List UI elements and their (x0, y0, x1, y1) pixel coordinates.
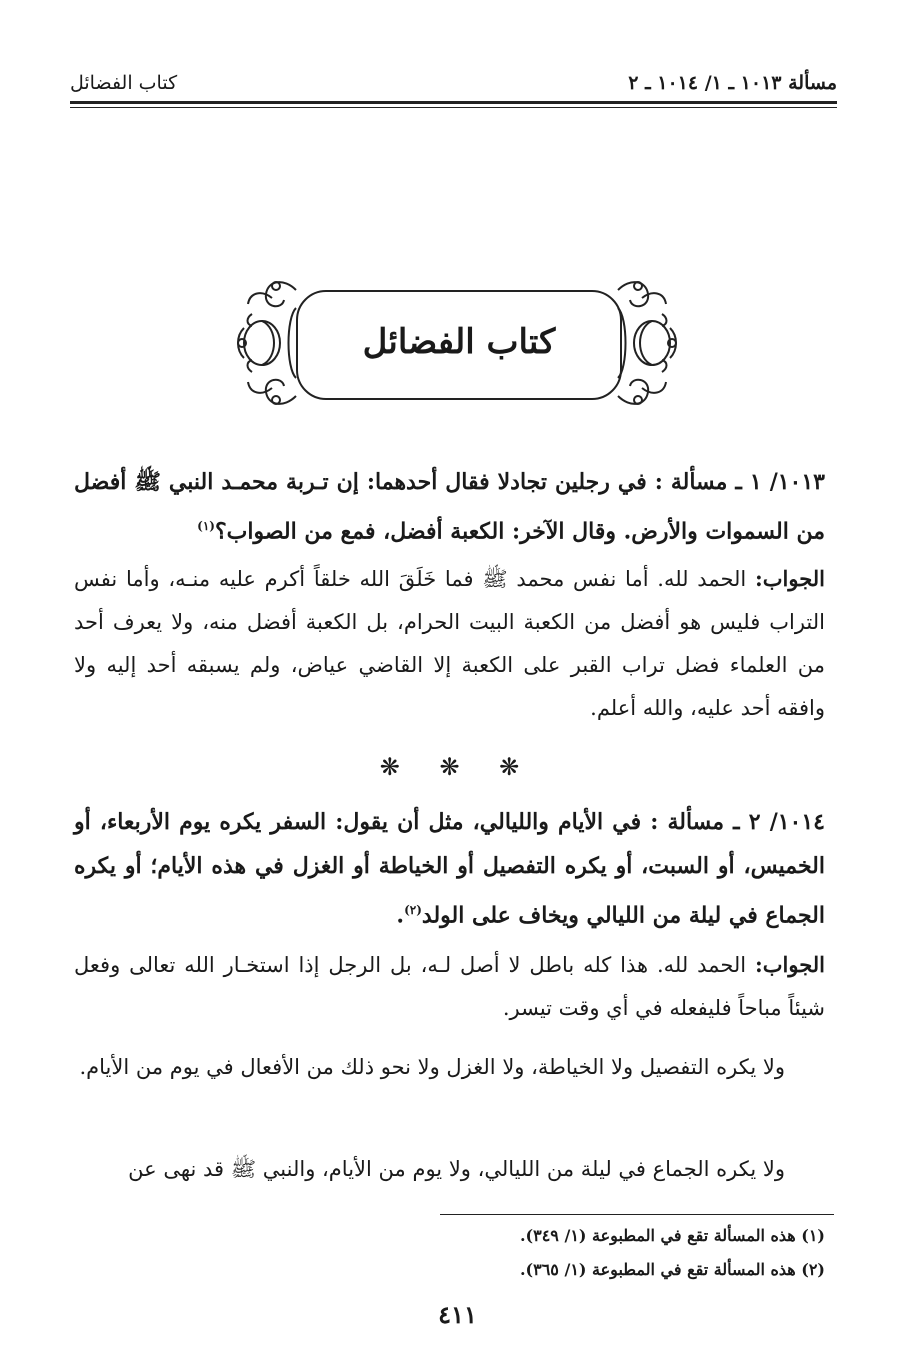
answer-1014 (74, 943, 825, 1030)
chapter-title-frame (296, 290, 622, 400)
footnote-ref-2: (٢) (404, 903, 422, 917)
answer-1014-text: الحمد لله. هذا كله باطل لا أصل لـه، بل الرجل إذا استخـار الله تعالى وفعل شيئاً مباحاً فليفعله في أي وقت تيسر. (74, 953, 825, 1020)
answer-1013-lead: الجواب: (755, 566, 825, 591)
running-header (70, 70, 837, 102)
footnote-2: (٢) هذه المسألة تقع في المطبوعة (١/ ٣٦٥). (519, 1260, 825, 1279)
header-book-title: كتاب الفضائل (70, 72, 178, 94)
question-1014 (74, 800, 825, 937)
answer-1014-lead: الجواب: (755, 952, 825, 977)
question-1013 (74, 460, 825, 553)
question-1014-text: ١٠١٤/ ٢ ـ مسألة : في الأيام والليالي، مثل أن يقول: السفر يكره يوم الأربعاء، أو الخميس، أو السبت، أو يكره التفصيل أو الخياطة أو الغزل في هذه الأيام؛ أو يكره الجماع في ليلة من الليالي ويخاف على الولد (74, 809, 825, 929)
answer-1013 (74, 557, 825, 730)
footnote-rule (440, 1214, 834, 1215)
question-1013-text: ١٠١٣/ ١ ـ مسألة : في رجلين تجادلا فقال أحدهما: إن تـربة محمـد النبي ﷺ أفضل من السموات والأرض. وقال الآخر: الكعبة أفضل، فمع من الصواب؟ (74, 469, 825, 545)
answer-1013-text: الحمد لله. أما نفس محمد ﷺ فما خَلَقَ الله خلقاً أكرم عليه منـه، وأما نفس التراب فليس هو أفضل من الكعبة البيت الحرام، بل الكعبة أفضل منه، ولا يعرف أحد من العلماء فضل تراب القبر على الكعبة إلا القاضي عياض، ولم يسبقه أحد إليه ولا وافقه أحد عليه، والله أعلم. (74, 567, 825, 720)
header-thin-rule (70, 107, 837, 108)
footnote-1: (١) هذه المسألة تقع في المطبوعة (١/ ٣٤٩). (519, 1226, 825, 1245)
section-separator: ❋ ❋ ❋ (379, 753, 536, 781)
question-1014-end: . (396, 902, 405, 929)
page-number: ٤١١ (438, 1300, 477, 1329)
header-question-range: مسألة ١٠١٣ ـ ١/ ١٠١٤ ـ ٢ (628, 72, 837, 94)
paragraph-3: ولا يكره التفصيل ولا الخياطة، ولا الغزل ولا نحو ذلك من الأفعال في يوم من الأيام. (79, 1055, 785, 1079)
paragraph-4: ولا يكره الجماع في ليلة من الليالي، ولا يوم من الأيام، والنبي ﷺ قد نهى عن (128, 1157, 785, 1181)
footnote-ref-1: (١) (197, 519, 215, 533)
chapter-title: كتاب الفضائل (362, 322, 556, 362)
header-thick-rule (70, 101, 837, 104)
